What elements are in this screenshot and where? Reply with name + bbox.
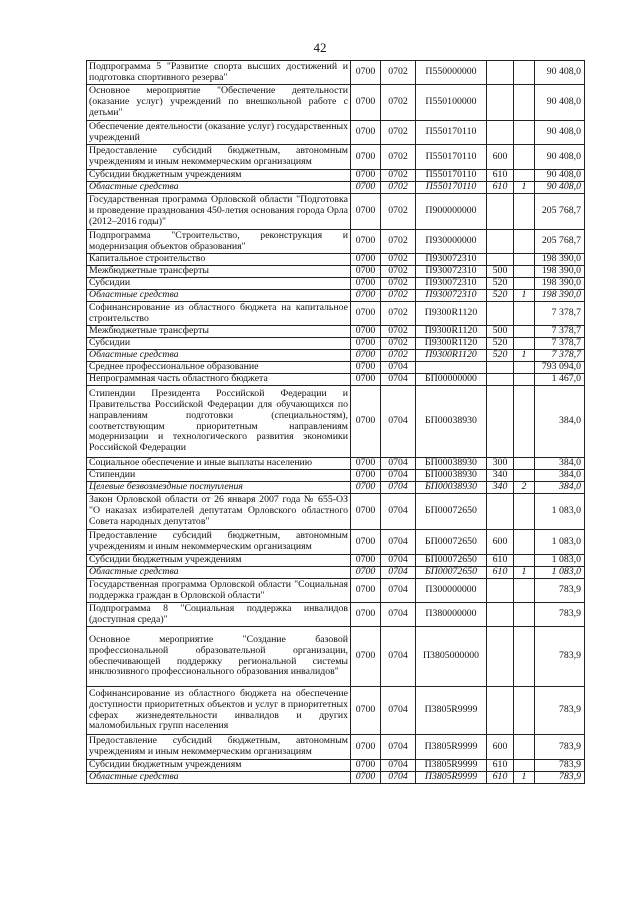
expense-type-code: 610 <box>487 555 514 567</box>
target-article-code: П900000000 <box>416 194 487 230</box>
expense-type-code <box>487 254 514 266</box>
row-name: Субсидии бюджетным учреждениям <box>87 555 351 567</box>
subsection-code: 0702 <box>381 290 416 302</box>
target-article-code: БП00072650 <box>416 567 487 579</box>
row-name: Предоставление субсидий бюджетным, автономным учреждениям и иным некоммерческим организациям <box>87 145 351 170</box>
expense-type-code <box>487 194 514 230</box>
expense-type-code <box>487 121 514 145</box>
subsection-code: 0704 <box>381 555 416 567</box>
target-article-code: П550170110 <box>416 145 487 170</box>
amount: 198 390,0 <box>535 254 585 266</box>
row-name: Подпрограмма 8 "Социальная поддержка инвалидов (доступная среда)" <box>87 603 351 627</box>
amount: 90 408,0 <box>535 170 585 182</box>
table-row <box>87 362 585 374</box>
row-name: Среднее профессиональное образование <box>87 362 351 374</box>
subsection-code: 0704 <box>381 567 416 579</box>
subsection-code: 0702 <box>381 121 416 145</box>
amount: 198 390,0 <box>535 290 585 302</box>
funding-source-code: 1 <box>514 290 535 302</box>
expense-type-code: 520 <box>487 350 514 362</box>
amount: 205 768,7 <box>535 194 585 230</box>
target-article-code: П930072310 <box>416 254 487 266</box>
target-article-code: БП00038930 <box>416 458 487 470</box>
section-code: 0700 <box>351 603 381 627</box>
funding-source-code: 2 <box>514 482 535 494</box>
funding-source-code <box>514 278 535 290</box>
amount: 384,0 <box>535 386 585 458</box>
subsection-code: 0702 <box>381 278 416 290</box>
funding-source-code <box>514 458 535 470</box>
row-name: Субсидии бюджетным учреждениям <box>87 760 351 772</box>
subsection-code: 0704 <box>381 603 416 627</box>
section-code: 0700 <box>351 482 381 494</box>
section-code: 0700 <box>351 567 381 579</box>
table-row <box>87 278 585 290</box>
row-name: Областные средства <box>87 772 351 784</box>
section-code: 0700 <box>351 194 381 230</box>
target-article-code: П3805000000 <box>416 627 487 687</box>
target-article-code: БП00072650 <box>416 530 487 555</box>
funding-source-code: 1 <box>514 350 535 362</box>
expense-type-code <box>487 374 514 386</box>
subsection-code: 0702 <box>381 61 416 85</box>
table-row <box>87 458 585 470</box>
table-row <box>87 230 585 254</box>
expense-type-code: 610 <box>487 772 514 784</box>
table-row <box>87 579 585 603</box>
target-article-code: П9300R1120 <box>416 326 487 338</box>
row-name: Межбюджетные трансферты <box>87 326 351 338</box>
amount: 90 408,0 <box>535 61 585 85</box>
section-code: 0700 <box>351 772 381 784</box>
target-article-code: П3805R9999 <box>416 760 487 772</box>
amount: 1 083,0 <box>535 530 585 555</box>
funding-source-code <box>514 530 535 555</box>
amount: 1 467,0 <box>535 374 585 386</box>
section-code: 0700 <box>351 362 381 374</box>
amount: 384,0 <box>535 458 585 470</box>
amount: 198 390,0 <box>535 278 585 290</box>
amount: 7 378,7 <box>535 326 585 338</box>
funding-source-code <box>514 194 535 230</box>
table-row <box>87 170 585 182</box>
expense-type-code: 600 <box>487 530 514 555</box>
row-name: Непрограммная часть областного бюджета <box>87 374 351 386</box>
funding-source-code <box>514 230 535 254</box>
funding-source-code <box>514 386 535 458</box>
subsection-code: 0702 <box>381 182 416 194</box>
budget-table <box>86 60 585 784</box>
expense-type-code: 600 <box>487 145 514 170</box>
amount: 783,9 <box>535 760 585 772</box>
expense-type-code: 610 <box>487 170 514 182</box>
section-code: 0700 <box>351 386 381 458</box>
table-row <box>87 567 585 579</box>
subsection-code: 0704 <box>381 470 416 482</box>
table-row <box>87 627 585 687</box>
row-name: Закон Орловской области от 26 января 2007 года № 655-ОЗ "О наказах избирателей депутатам Орловского областного Совета народных депутатов" <box>87 494 351 530</box>
expense-type-code: 600 <box>487 735 514 760</box>
funding-source-code <box>514 494 535 530</box>
subsection-code: 0704 <box>381 579 416 603</box>
table-row <box>87 760 585 772</box>
amount: 90 408,0 <box>535 182 585 194</box>
section-code: 0700 <box>351 302 381 326</box>
row-name: Целевые безвозмездные поступления <box>87 482 351 494</box>
amount: 1 083,0 <box>535 555 585 567</box>
amount: 384,0 <box>535 482 585 494</box>
row-name: Предоставление субсидий бюджетным, автономным учреждениям и иным некоммерческим организациям <box>87 735 351 760</box>
expense-type-code: 520 <box>487 278 514 290</box>
section-code: 0700 <box>351 230 381 254</box>
table-row <box>87 530 585 555</box>
section-code: 0700 <box>351 290 381 302</box>
funding-source-code <box>514 326 535 338</box>
target-article-code: П380000000 <box>416 603 487 627</box>
row-name: Основное мероприятие "Создание базовой профессиональной образовательной организации, обеспечивающей поддержку региональной системы инклюзивного профессионального образования инвалидов" <box>87 627 351 687</box>
funding-source-code: 1 <box>514 567 535 579</box>
table-row <box>87 735 585 760</box>
funding-source-code <box>514 735 535 760</box>
section-code: 0700 <box>351 494 381 530</box>
section-code: 0700 <box>351 182 381 194</box>
expense-type-code: 610 <box>487 567 514 579</box>
section-code: 0700 <box>351 530 381 555</box>
row-name: Областные средства <box>87 350 351 362</box>
expense-type-code <box>487 61 514 85</box>
page-number: 42 <box>313 40 327 55</box>
funding-source-code: 1 <box>514 772 535 784</box>
amount: 7 378,7 <box>535 302 585 326</box>
table-row <box>87 290 585 302</box>
subsection-code: 0702 <box>381 326 416 338</box>
expense-type-code <box>487 494 514 530</box>
row-name: Областные средства <box>87 567 351 579</box>
amount: 7 378,7 <box>535 338 585 350</box>
target-article-code: П930072310 <box>416 266 487 278</box>
subsection-code: 0704 <box>381 735 416 760</box>
amount: 90 408,0 <box>535 145 585 170</box>
row-name: Капитальное строительство <box>87 254 351 266</box>
funding-source-code <box>514 687 535 735</box>
amount: 384,0 <box>535 470 585 482</box>
section-code: 0700 <box>351 627 381 687</box>
funding-source-code <box>514 254 535 266</box>
amount: 198 390,0 <box>535 266 585 278</box>
funding-source-code <box>514 362 535 374</box>
expense-type-code: 520 <box>487 290 514 302</box>
row-name: Предоставление субсидий бюджетным, автономным учреждениям и иным некоммерческим организациям <box>87 530 351 555</box>
amount: 783,9 <box>535 579 585 603</box>
expense-type-code <box>487 85 514 121</box>
subsection-code: 0704 <box>381 374 416 386</box>
table-row <box>87 603 585 627</box>
section-code: 0700 <box>351 254 381 266</box>
section-code: 0700 <box>351 170 381 182</box>
funding-source-code <box>514 374 535 386</box>
section-code: 0700 <box>351 266 381 278</box>
subsection-code: 0704 <box>381 362 416 374</box>
row-name: Государственная программа Орловской области "Подготовка и проведение празднования 450-летия основания города Орла (2012–2016 годы)" <box>87 194 351 230</box>
funding-source-code <box>514 579 535 603</box>
subsection-code: 0702 <box>381 85 416 121</box>
row-name: Социальное обеспечение и иные выплаты населению <box>87 458 351 470</box>
subsection-code: 0704 <box>381 627 416 687</box>
table-row <box>87 145 585 170</box>
expense-type-code: 500 <box>487 266 514 278</box>
target-article-code: П9300R1120 <box>416 302 487 326</box>
funding-source-code <box>514 302 535 326</box>
subsection-code: 0704 <box>381 386 416 458</box>
target-article-code: БП00038930 <box>416 386 487 458</box>
section-code: 0700 <box>351 760 381 772</box>
subsection-code: 0704 <box>381 772 416 784</box>
row-name: Субсидии <box>87 278 351 290</box>
section-code: 0700 <box>351 470 381 482</box>
row-name: Подпрограмма 5 "Развитие спорта высших достижений и подготовка спортивного резерва" <box>87 61 351 85</box>
expense-type-code: 300 <box>487 458 514 470</box>
expense-type-code <box>487 579 514 603</box>
row-name: Субсидии <box>87 338 351 350</box>
amount: 1 083,0 <box>535 567 585 579</box>
target-article-code: П550170110 <box>416 170 487 182</box>
row-name: Стипендии Президента Российской Федерации и Правительства Российской Федерации для обучающихся по направлениям подготовки (специальностям), соответствующим приоритетным направлениям модернизации и технологического развития экономики Российской Федерации <box>87 386 351 458</box>
subsection-code: 0704 <box>381 482 416 494</box>
target-article-code: П930072310 <box>416 278 487 290</box>
row-name: Государственная программа Орловской области "Социальная поддержка граждан в Орловской области" <box>87 579 351 603</box>
expense-type-code: 520 <box>487 338 514 350</box>
target-article-code: П550000000 <box>416 61 487 85</box>
row-name: Областные средства <box>87 290 351 302</box>
row-name: Софинансирование из областного бюджета на обеспечение доступности приоритетных объектов и услуг в приоритетных сферах жизнедеятельности инвалидов и других маломобильных групп населения <box>87 687 351 735</box>
subsection-code: 0702 <box>381 338 416 350</box>
amount: 205 768,7 <box>535 230 585 254</box>
amount: 1 083,0 <box>535 494 585 530</box>
section-code: 0700 <box>351 121 381 145</box>
target-article-code: БП00038930 <box>416 470 487 482</box>
funding-source-code <box>514 338 535 350</box>
target-article-code: П550100000 <box>416 85 487 121</box>
table-row <box>87 121 585 145</box>
section-code: 0700 <box>351 579 381 603</box>
table-row <box>87 85 585 121</box>
row-name: Софинансирование из областного бюджета на капитальное строительство <box>87 302 351 326</box>
row-name: Стипендии <box>87 470 351 482</box>
expense-type-code <box>487 627 514 687</box>
target-article-code: БП00072650 <box>416 555 487 567</box>
amount: 783,9 <box>535 772 585 784</box>
row-name: Подпрограмма "Строительство, реконструкция и модернизация объектов образования" <box>87 230 351 254</box>
subsection-code: 0704 <box>381 458 416 470</box>
table-row <box>87 494 585 530</box>
table-row <box>87 350 585 362</box>
target-article-code: БП00072650 <box>416 494 487 530</box>
funding-source-code <box>514 266 535 278</box>
subsection-code: 0702 <box>381 145 416 170</box>
subsection-code: 0702 <box>381 350 416 362</box>
table-row <box>87 338 585 350</box>
expense-type-code: 500 <box>487 326 514 338</box>
amount: 793 094,0 <box>535 362 585 374</box>
amount: 783,9 <box>535 735 585 760</box>
section-code: 0700 <box>351 458 381 470</box>
table-row <box>87 266 585 278</box>
funding-source-code <box>514 555 535 567</box>
subsection-code: 0702 <box>381 230 416 254</box>
section-code: 0700 <box>351 350 381 362</box>
target-article-code: П3805R9999 <box>416 772 487 784</box>
funding-source-code <box>514 85 535 121</box>
section-code: 0700 <box>351 735 381 760</box>
target-article-code: П930000000 <box>416 230 487 254</box>
amount: 90 408,0 <box>535 121 585 145</box>
amount: 783,9 <box>535 627 585 687</box>
table-row <box>87 182 585 194</box>
amount: 783,9 <box>535 687 585 735</box>
expense-type-code <box>487 603 514 627</box>
expense-type-code <box>487 687 514 735</box>
row-name: Обеспечение деятельности (оказание услуг) государственных учреждений <box>87 121 351 145</box>
subsection-code: 0702 <box>381 266 416 278</box>
funding-source-code <box>514 145 535 170</box>
expense-type-code: 340 <box>487 470 514 482</box>
funding-source-code: 1 <box>514 182 535 194</box>
target-article-code <box>416 362 487 374</box>
amount: 783,9 <box>535 603 585 627</box>
table-row <box>87 254 585 266</box>
subsection-code: 0704 <box>381 687 416 735</box>
funding-source-code <box>514 170 535 182</box>
section-code: 0700 <box>351 85 381 121</box>
funding-source-code <box>514 121 535 145</box>
subsection-code: 0702 <box>381 170 416 182</box>
expense-type-code <box>487 362 514 374</box>
table-row <box>87 61 585 85</box>
table-row <box>87 326 585 338</box>
target-article-code: БП00000000 <box>416 374 487 386</box>
table-row <box>87 772 585 784</box>
table-row <box>87 482 585 494</box>
target-article-code: П9300R1120 <box>416 350 487 362</box>
funding-source-code <box>514 470 535 482</box>
target-article-code: П3805R9999 <box>416 735 487 760</box>
expense-type-code: 610 <box>487 182 514 194</box>
amount: 7 378,7 <box>535 350 585 362</box>
expense-type-code <box>487 302 514 326</box>
section-code: 0700 <box>351 374 381 386</box>
row-name: Межбюджетные трансферты <box>87 266 351 278</box>
subsection-code: 0702 <box>381 194 416 230</box>
row-name: Субсидии бюджетным учреждениям <box>87 170 351 182</box>
subsection-code: 0704 <box>381 494 416 530</box>
target-article-code: П300000000 <box>416 579 487 603</box>
section-code: 0700 <box>351 278 381 290</box>
subsection-code: 0702 <box>381 302 416 326</box>
section-code: 0700 <box>351 61 381 85</box>
table-row <box>87 194 585 230</box>
section-code: 0700 <box>351 145 381 170</box>
table-row <box>87 687 585 735</box>
subsection-code: 0704 <box>381 530 416 555</box>
section-code: 0700 <box>351 555 381 567</box>
table-row <box>87 555 585 567</box>
section-code: 0700 <box>351 326 381 338</box>
table-row <box>87 302 585 326</box>
target-article-code: П930072310 <box>416 290 487 302</box>
funding-source-code <box>514 760 535 772</box>
target-article-code: П550170110 <box>416 121 487 145</box>
table-row <box>87 374 585 386</box>
target-article-code: БП00038930 <box>416 482 487 494</box>
expense-type-code: 340 <box>487 482 514 494</box>
expense-type-code <box>487 386 514 458</box>
target-article-code: П3805R9999 <box>416 687 487 735</box>
subsection-code: 0704 <box>381 760 416 772</box>
table-row <box>87 386 585 458</box>
funding-source-code <box>514 603 535 627</box>
target-article-code: П9300R1120 <box>416 338 487 350</box>
row-name: Основное мероприятие "Обеспечение деятельности (оказание услуг) учреждений по внешкольной работе с детьми" <box>87 85 351 121</box>
section-code: 0700 <box>351 687 381 735</box>
expense-type-code <box>487 230 514 254</box>
subsection-code: 0702 <box>381 254 416 266</box>
amount: 90 408,0 <box>535 85 585 121</box>
funding-source-code <box>514 61 535 85</box>
funding-source-code <box>514 627 535 687</box>
table-row <box>87 470 585 482</box>
target-article-code: П550170110 <box>416 182 487 194</box>
section-code: 0700 <box>351 338 381 350</box>
expense-type-code: 610 <box>487 760 514 772</box>
row-name: Областные средства <box>87 182 351 194</box>
